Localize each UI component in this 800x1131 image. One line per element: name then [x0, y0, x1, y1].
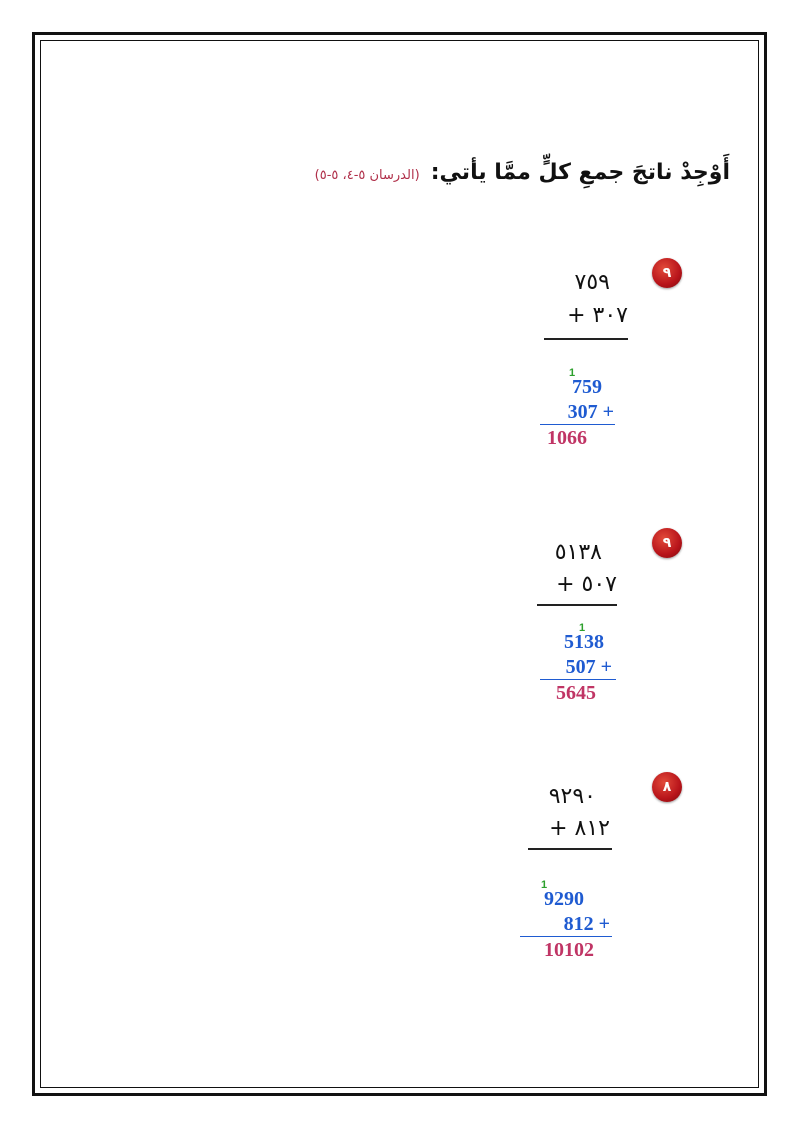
problem-addend-1: ٩٢٩٠ — [548, 784, 596, 809]
carry-digit: 1 — [541, 879, 548, 891]
solution-answer: 10102 — [544, 939, 594, 961]
heading-text: أَوْجِدْ ناتجَ جمعِ كلٍّ ممَّا يأتي: — [430, 160, 730, 185]
solution-sum-line — [540, 424, 615, 425]
solution-addend-2: 307 + — [567, 401, 614, 423]
exercise-heading — [315, 160, 730, 185]
solution-addend-1: 759 — [572, 376, 602, 398]
sum-line — [528, 848, 612, 850]
solution-addend-2: 507 + — [565, 656, 612, 678]
problem-number-badge: ٩ — [652, 528, 682, 558]
solution-answer: 1066 — [547, 427, 587, 449]
problem-number-badge: ٨ — [652, 772, 682, 802]
page-border-inner — [40, 40, 759, 1088]
carry-digit: 1 — [569, 367, 576, 379]
solution-addend-1: 5138 — [564, 631, 604, 653]
problem-addend-2: + ٨١٢ — [549, 816, 610, 841]
solution-addend-1: 9290 — [544, 888, 584, 910]
problem-number-badge: ٩ — [652, 258, 682, 288]
solution-answer: 5645 — [556, 682, 596, 704]
lesson-reference: (الدرسان ٥-٤، ٥-٥) — [314, 168, 420, 183]
problem-addend-2: + ٥٠٧ — [556, 572, 617, 597]
sum-line — [537, 604, 617, 606]
solution-sum-line — [520, 936, 612, 937]
solution-sum-line — [540, 679, 616, 680]
problem-addend-1: ٧٥٩ — [574, 270, 610, 295]
problem-addend-1: ٥١٣٨ — [554, 540, 602, 565]
problem-addend-2: + ٣٠٧ — [567, 303, 628, 328]
solution-addend-2: 812 + — [563, 913, 610, 935]
carry-digit: 1 — [579, 622, 586, 634]
sum-line — [544, 338, 628, 340]
